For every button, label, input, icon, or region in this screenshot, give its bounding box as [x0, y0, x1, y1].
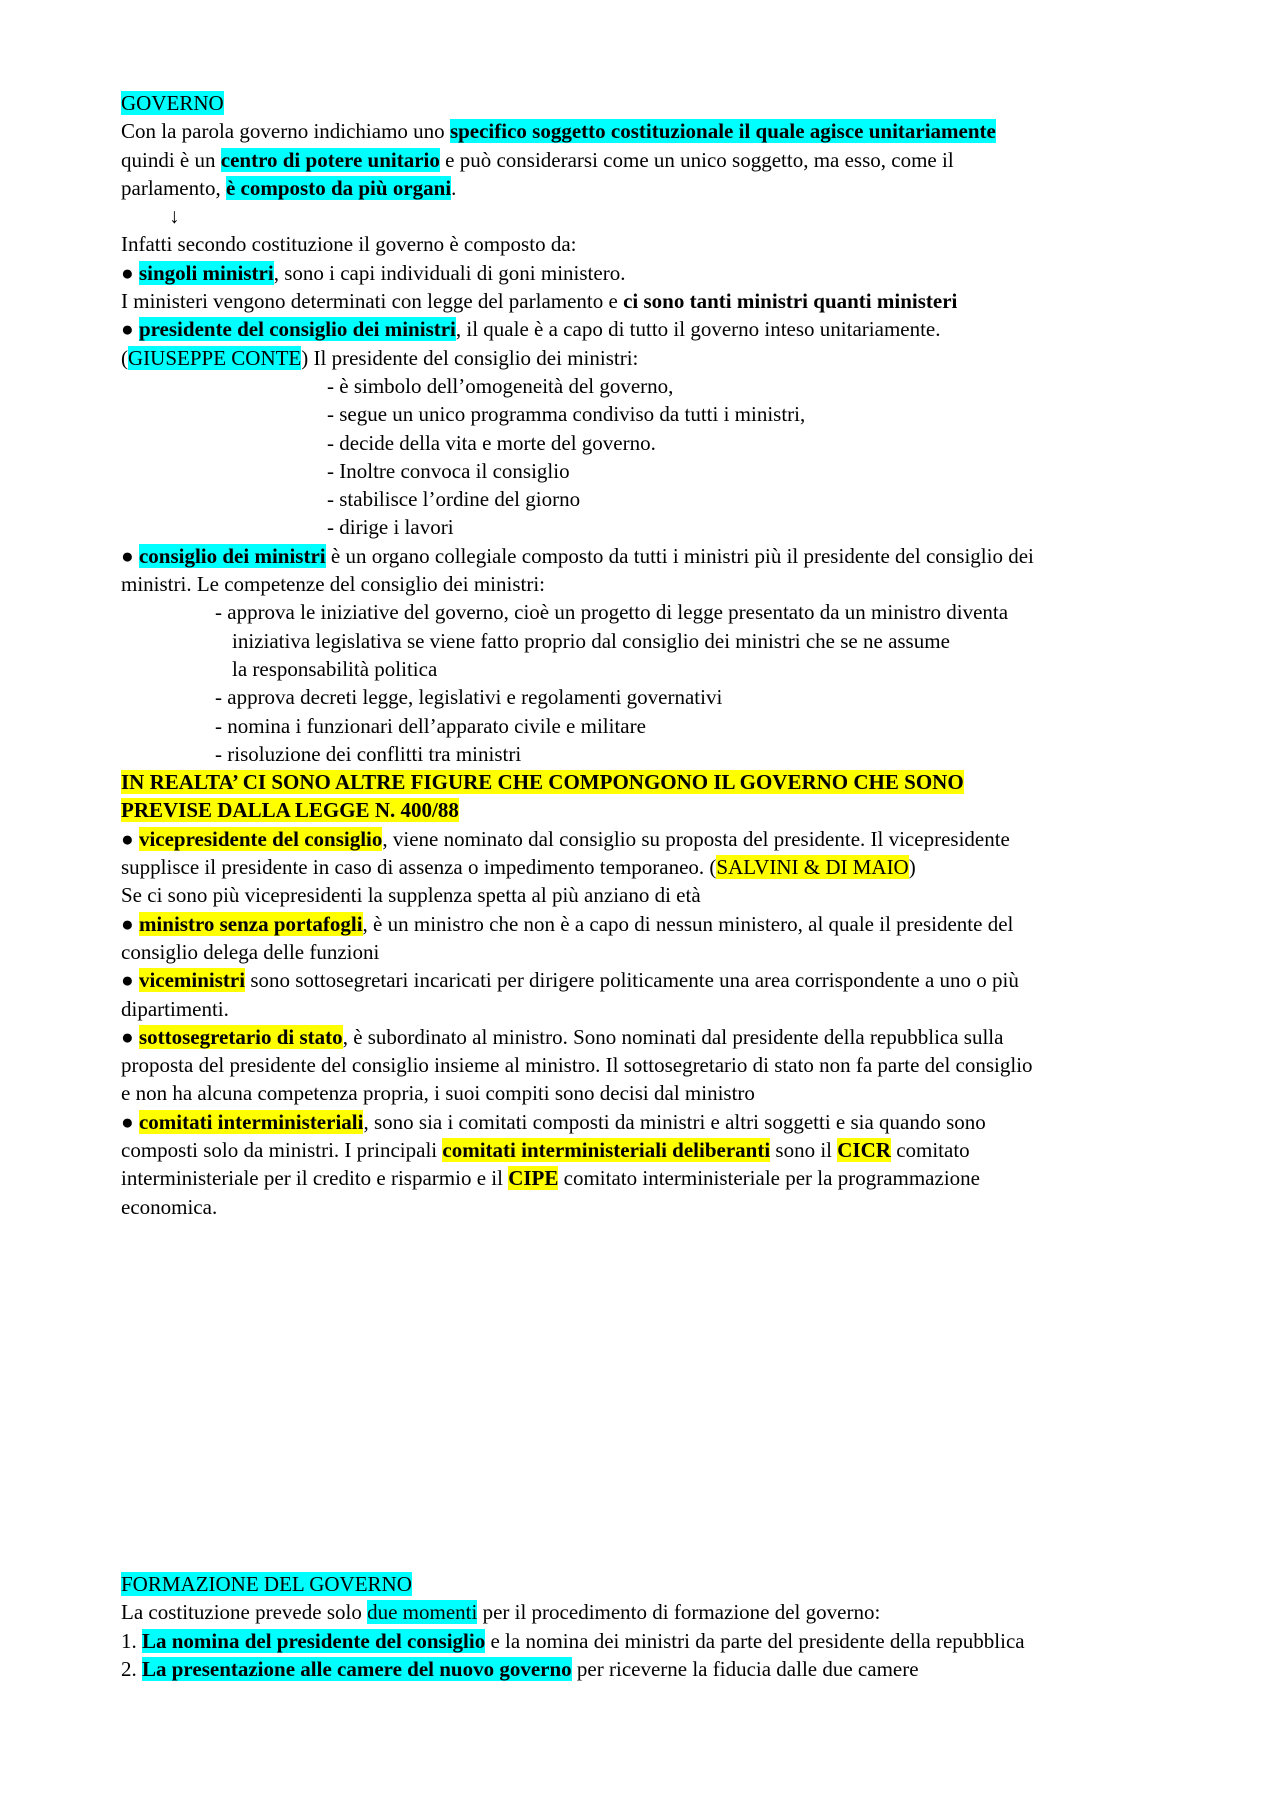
bullet-icon: ●: [121, 911, 134, 936]
bullet-icon: ●: [121, 1024, 134, 1049]
highlight: comitati interministeriali: [138, 1109, 364, 1134]
list-item: - nomina i funzionari dell’apparato civile e militare: [215, 713, 646, 738]
highlight: SALVINI & DI MAIO: [716, 855, 909, 880]
bullet-sottosegretario: ● sottosegretario di stato, è subordinato al ministro. Sono nominati dal presidente della repubblica sulla: [121, 1024, 1004, 1049]
highlight: CIPE: [508, 1166, 559, 1191]
bullet-icon: ●: [121, 317, 134, 342]
bullet-presidente: ● presidente del consiglio dei ministri, il quale è a capo di tutto il governo inteso unitariamente.: [121, 317, 941, 342]
list-item: - decide della vita e morte del governo.: [327, 430, 656, 455]
comitati-line-4: economica.: [121, 1194, 218, 1219]
list-item-cont: la responsabilità politica: [232, 656, 438, 681]
vicepresidente-line-3: Se ci sono più vicepresidenti la supplenza spetta al più anziano di età: [121, 883, 701, 908]
bullet-icon: ●: [121, 968, 134, 993]
highlight: comitati interministeriali deliberanti: [442, 1137, 771, 1162]
highlight: è composto da più organi: [225, 175, 452, 200]
list-item: - Inoltre convoca il consiglio: [327, 458, 570, 483]
consiglio-line-2: ministri. Le competenze del consiglio dei ministri:: [121, 572, 545, 597]
intro-line-3: parlamento, è composto da più organi.: [121, 175, 457, 200]
list-item-cont: iniziativa legislativa se viene fatto proprio dal consiglio dei ministri che se ne assume: [232, 628, 950, 653]
intro-line-2: quindi è un centro di potere unitario e può considerarsi come un unico soggetto, ma esso, come il: [121, 147, 954, 172]
highlight: CICR: [837, 1137, 891, 1162]
highlight: singoli ministri: [138, 260, 274, 285]
bullet-singoli-ministri: ● singoli ministri, sono i capi individuali di goni ministero.: [121, 260, 626, 285]
bullet-consiglio: ● consiglio dei ministri è un organo collegiale composto da tutti i ministri più il presidente del consiglio dei: [121, 543, 1034, 568]
highlight: specifico soggetto costituzionale il quale agisce unitariamente: [449, 119, 996, 144]
comitati-line-3: interministeriale per il credito e risparmio e il CIPE comitato interministeriale per la programmazione: [121, 1166, 980, 1191]
intro-line-1: Con la parola governo indichiamo uno specifico soggetto costituzionale il quale agisce unitariamente: [121, 119, 996, 144]
highlight: IN REALTA’ CI SONO ALTRE FIGURE CHE COMPONGONO IL GOVERNO CHE SONO: [121, 770, 964, 795]
formazione-section: [121, 1570, 1171, 1683]
highlight: viceministri: [138, 968, 246, 993]
highlight: sottosegretario di stato: [138, 1024, 343, 1049]
down-arrow: [121, 202, 1171, 230]
bullet-senza-portafogli: ● ministro senza portafogli, è un ministro che non è a capo di nessun ministero, al quale il presidente del: [121, 911, 1014, 936]
bullet-icon: ●: [121, 543, 134, 568]
formazione-intro: La costituzione prevede solo due momenti per il procedimento di formazione del governo:: [121, 1600, 881, 1625]
senza-portafogli-line-2: consiglio delega delle funzioni: [121, 939, 380, 964]
altre-figure-line-2: [121, 796, 1171, 824]
section-title-text: FORMAZIONE DEL GOVERNO: [121, 1572, 412, 1596]
list-item: - approva decreti legge, legislativi e regolamenti governativi: [215, 685, 723, 710]
highlight: presidente del consiglio dei ministri: [138, 317, 456, 342]
presidente-name-line: (GIUSEPPE CONTE) Il presidente del consiglio dei ministri:: [121, 345, 639, 370]
bullet-icon: ●: [121, 1109, 134, 1134]
formazione-item-2: 2. La presentazione alle camere del nuovo governo per riceverne la fiducia dalle due camere: [121, 1656, 919, 1681]
sottosegretario-line-3: e non ha alcuna competenza propria, i suoi compiti sono decisi dal ministro: [121, 1081, 755, 1106]
highlight: due momenti: [367, 1600, 478, 1625]
viceministri-line-2: dipartimenti.: [121, 996, 229, 1021]
list-item: - stabilisce l’ordine del giorno: [327, 487, 581, 512]
sottosegretario-line-2: proposta del presidente del consiglio insieme al ministro. Il sottosegretario di stato non fa parte del consiglio: [121, 1053, 1033, 1078]
bullet-icon: ●: [121, 826, 134, 851]
presidente-list: [121, 372, 1171, 542]
list-item: - approva le iniziative del governo, cioè un progetto di legge presentato da un ministro diventa: [215, 600, 1009, 625]
highlight: centro di potere unitario: [220, 147, 440, 172]
comitati-line-2: composti solo da ministri. I principali comitati interministeriali deliberanti sono il CICR comitato: [121, 1137, 970, 1162]
section-title: [121, 89, 1171, 117]
consiglio-list: [121, 598, 1171, 768]
bullet-viceministri: ● viceministri sono sottosegretari incaricati per dirigere politicamente una area corrispondente a uno o più: [121, 968, 1019, 993]
highlight: GIUSEPPE CONTE: [128, 345, 302, 370]
highlight: vicepresidente del consiglio: [138, 826, 383, 851]
highlight: La nomina del presidente del consiglio: [142, 1628, 486, 1653]
formazione-item-1: 1. La nomina del presidente del consiglio e la nomina dei ministri da parte del presidente della repubblica: [121, 1628, 1025, 1653]
section-title-text: GOVERNO: [121, 91, 224, 115]
arrow-down-icon: ↓: [169, 204, 180, 229]
altre-figure-line-1: [121, 768, 1171, 796]
highlight: ministro senza portafogli: [138, 911, 363, 936]
vicepresidente-line-2: supplisce il presidente in caso di assenza o impedimento temporaneo. (SALVINI & DI MAIO): [121, 855, 916, 880]
bullet-comitati: ● comitati interministeriali, sono sia i comitati composti da ministri e altri soggetti e sia quando sono: [121, 1109, 986, 1134]
highlight: consiglio dei ministri: [138, 543, 326, 568]
bullet-vicepresidente: ● vicepresidente del consiglio, viene nominato dal consiglio su proposta del presidente. Il vicepresidente: [121, 826, 1010, 851]
governo-section: [121, 89, 1171, 1221]
list-item: - segue un unico programma condiviso da tutti i ministri,: [327, 402, 806, 427]
list-item: - è simbolo dell’omogeneità del governo,: [327, 373, 674, 398]
ministeri-line: I ministeri vengono determinati con legge del parlamento e ci sono tanti ministri quanti ministeri: [121, 289, 958, 314]
list-item: - risoluzione dei conflitti tra ministri: [215, 741, 522, 766]
highlight: La presentazione alle camere del nuovo governo: [142, 1656, 572, 1681]
section-title: [121, 1570, 1171, 1598]
composed-line: Infatti secondo costituzione il governo è composto da:: [121, 232, 577, 257]
bullet-icon: ●: [121, 260, 134, 285]
list-item: - dirige i lavori: [327, 515, 454, 540]
highlight: PREVISE DALLA LEGGE N. 400/88: [121, 798, 459, 823]
